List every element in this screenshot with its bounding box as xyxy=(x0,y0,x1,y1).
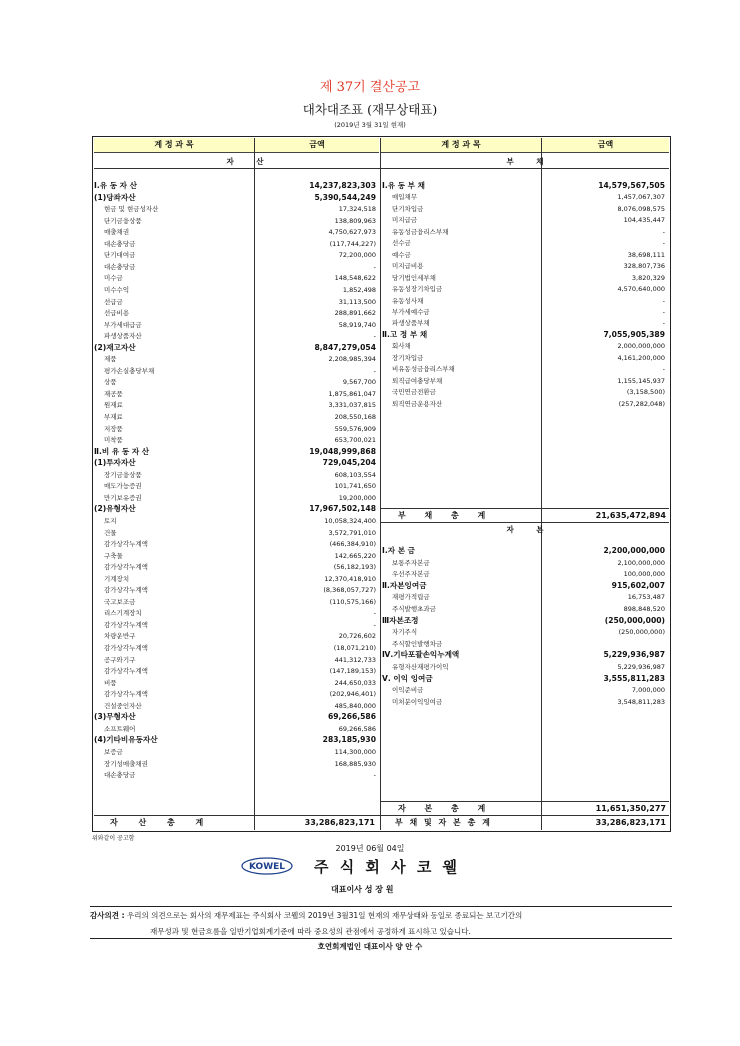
row-amount: 8,076,098,575 xyxy=(617,204,665,213)
row-amount: 1,457,067,307 xyxy=(617,193,665,202)
row-amount: - xyxy=(662,365,665,374)
company-name: 주 식 회 사 코 웰 xyxy=(314,858,461,876)
row-label: 부재료 xyxy=(104,413,123,421)
row-amount: - xyxy=(662,319,665,328)
row-label: 제품 xyxy=(104,355,117,364)
row-label: 예수금 xyxy=(392,250,411,259)
row-label: 감가상각누계액 xyxy=(104,690,148,699)
section-rule xyxy=(94,168,669,169)
row-amount: 4,750,627,973 xyxy=(328,228,376,237)
row-amount: (8,368,057,727) xyxy=(323,586,376,595)
equity-total-amount: 11,651,350,277 xyxy=(595,804,666,813)
row-amount: 14,237,823,303 xyxy=(309,181,376,190)
row-amount: 5,229,936,987 xyxy=(617,663,665,671)
row-label: 유형자산재평가이익 xyxy=(392,663,449,671)
row-amount: 142,665,220 xyxy=(334,551,376,560)
row-label: 국민연금전환금 xyxy=(392,388,436,397)
row-label: 기계장치 xyxy=(104,574,130,583)
row-amount: (117,744,227) xyxy=(329,239,376,248)
row-label: Ⅰ.자 본 금 xyxy=(382,546,416,555)
row-label: 퇴직연금운용자산 xyxy=(392,399,443,408)
issue-date: 2019년 06월 04일 xyxy=(335,844,405,853)
row-label: 파생상품부채 xyxy=(392,319,430,328)
opinion-bottom-rule xyxy=(90,938,672,939)
row-amount: 4,161,200,000 xyxy=(617,353,665,362)
row-amount: 3,548,811,283 xyxy=(617,697,665,706)
col-header-account-left: 계 정 과 목 xyxy=(94,138,254,153)
row-amount: 58,919,740 xyxy=(338,320,376,329)
row-amount: (250,000,000) xyxy=(604,615,665,625)
statement-title: 대차대조표 (재무상태표) xyxy=(302,102,438,117)
row-amount: 72,200,000 xyxy=(338,251,376,260)
row-amount: (202,946,401) xyxy=(329,690,376,699)
row-label: 부가세예수금 xyxy=(392,307,430,316)
row-amount: 3,555,811,283 xyxy=(603,673,665,683)
row-amount: 31,113,500 xyxy=(338,297,376,306)
row-label: Ⅱ.자본잉여금 xyxy=(382,580,427,590)
liab-total-amount: 21,635,472,894 xyxy=(595,511,666,520)
row-amount: 16,753,487 xyxy=(627,593,665,602)
row-label: 감가상각누계액 xyxy=(104,620,148,629)
auditor-name: 호연회계법인 대표이사 양 안 수 xyxy=(317,942,423,951)
row-amount: 653,700,021 xyxy=(334,436,376,445)
row-label: (2)재고자산 xyxy=(94,342,136,352)
row-amount: 559,576,909 xyxy=(334,424,376,433)
row-label: 단기금융상품 xyxy=(104,216,142,225)
row-amount: 328,807,736 xyxy=(623,262,665,271)
audit-opinion-line1 xyxy=(90,910,522,921)
company-logo xyxy=(241,857,293,875)
row-label: 유동성금융리스부채 xyxy=(392,227,449,236)
row-label: Ⅲ자본조정 xyxy=(382,615,419,625)
row-label: 매입채무 xyxy=(392,193,418,202)
row-label: 감가상각누계액 xyxy=(104,667,148,676)
equity-total-label: 자 본 총 계 xyxy=(398,804,494,813)
row-label: 단기차입금 xyxy=(392,204,424,213)
row-amount: 485,840,000 xyxy=(334,701,376,710)
row-label: 대손충당금 xyxy=(104,239,136,248)
row-amount: 104,435,447 xyxy=(623,216,665,225)
row-label: 차량운반구 xyxy=(104,632,136,641)
row-amount: 5,229,936,987 xyxy=(603,650,665,660)
logo-text: KOWEL xyxy=(248,862,286,872)
announcement-title: 제 37기 결산공고 xyxy=(319,80,421,95)
row-amount: 1,875,861,047 xyxy=(328,389,376,398)
row-label: 미착품 xyxy=(104,436,123,445)
row-label: 국고보조금 xyxy=(104,597,136,606)
row-amount: 9,567,700 xyxy=(342,378,376,387)
equity-section-rule xyxy=(381,522,669,523)
row-label: 보증금 xyxy=(104,747,123,756)
row-amount: 7,055,905,389 xyxy=(603,329,665,339)
row-amount: (250,000,000) xyxy=(618,628,665,637)
row-label: 대손충당금 xyxy=(104,262,136,271)
row-amount: 3,572,791,010 xyxy=(328,528,376,537)
row-amount: - xyxy=(373,771,376,780)
assets-total-amount: 33,286,823,171 xyxy=(304,818,375,827)
row-label: 미지급금 xyxy=(392,216,418,225)
row-label: (1)당좌자산 xyxy=(94,192,136,202)
row-amount: (3,158,500) xyxy=(626,388,665,397)
row-label: 상품 xyxy=(104,378,117,387)
col-header-account-right: 계 정 과 목 xyxy=(381,138,541,153)
row-label: 장기성매출채권 xyxy=(104,759,148,768)
equity-total-rule xyxy=(381,801,669,802)
row-amount: 148,548,622 xyxy=(334,274,376,283)
row-amount: 3,820,329 xyxy=(631,273,665,282)
row-amount: - xyxy=(662,307,665,316)
row-amount: 69,266,586 xyxy=(338,724,376,733)
row-amount: - xyxy=(373,609,376,618)
section-liabilities: 부 채 xyxy=(506,157,554,166)
audit-opinion-line2: 재무성과 및 현금흐름을 일반기업회계기준에 따라 중요성의 관점에서 공정하게 표시하고 있습니다. xyxy=(150,927,471,936)
row-label: Ⅰ.유 동 부 채 xyxy=(382,181,425,190)
row-label: 미지급비용 xyxy=(392,262,424,271)
liab-total-rule xyxy=(381,508,669,509)
row-amount: 114,300,000 xyxy=(334,747,376,756)
row-label: 선급비용 xyxy=(104,309,130,318)
row-amount: 100,000,000 xyxy=(623,570,665,579)
row-label: 선급금 xyxy=(104,297,123,306)
row-amount: 10,058,324,400 xyxy=(324,516,376,525)
row-label: (1)투자자산 xyxy=(94,458,136,468)
row-label: 감가상각누계액 xyxy=(104,563,148,572)
row-label: 미처분이익잉여금 xyxy=(392,697,443,706)
row-amount: - xyxy=(662,227,665,236)
row-label: 유동성사채 xyxy=(392,296,424,305)
row-label: 비유동성금융리스부채 xyxy=(392,365,455,374)
row-amount: (147,189,153) xyxy=(329,667,376,676)
row-amount: 17,967,502,148 xyxy=(309,504,376,514)
row-amount: - xyxy=(373,262,376,271)
grand-total-rule xyxy=(94,815,669,816)
row-label: 단기대여금 xyxy=(104,251,136,260)
row-amount: - xyxy=(373,366,376,375)
row-amount: 8,847,279,054 xyxy=(314,342,376,352)
row-label: (4)기타비유동자산 xyxy=(94,735,158,745)
audit-opinion-label: 감사의견 : xyxy=(90,911,125,920)
row-label: 파생상품자산 xyxy=(104,332,142,341)
section-assets: 자 산 xyxy=(226,157,274,166)
row-amount: 244,650,033 xyxy=(334,678,376,687)
statement-date: (2019년 3월 31일 현재) xyxy=(334,121,406,129)
row-label: 매도가능증권 xyxy=(104,482,142,491)
row-label: 구축물 xyxy=(104,551,123,560)
row-label: Ⅰ.유 동 자 산 xyxy=(94,181,137,190)
row-label: 유동성장기차입금 xyxy=(392,285,443,294)
row-amount: 19,200,000 xyxy=(338,493,376,502)
row-label: 보통주자본금 xyxy=(392,558,430,567)
row-amount: 288,891,662 xyxy=(334,309,376,318)
row-amount: 17,324,518 xyxy=(338,205,376,214)
row-label: 이익준비금 xyxy=(392,686,424,695)
row-label: 평가손실충당부채 xyxy=(104,366,155,375)
row-amount: 4,570,640,000 xyxy=(617,285,665,294)
row-amount: 2,100,000,000 xyxy=(617,558,665,567)
row-amount: 2,200,000,000 xyxy=(603,546,665,555)
row-label: 재공품 xyxy=(104,389,123,398)
assets-total-label: 자 산 총 계 xyxy=(110,818,213,827)
row-amount: 3,331,037,815 xyxy=(328,401,376,410)
row-label: (3)무형자산 xyxy=(94,712,136,722)
row-amount: 2,000,000,000 xyxy=(617,342,665,351)
liab-total-label: 부 채 총 계 xyxy=(398,511,494,520)
row-label: 감가상각누계액 xyxy=(104,586,148,595)
row-label: 비품 xyxy=(104,678,117,687)
row-label: 만기보유증권 xyxy=(104,493,142,502)
row-amount: - xyxy=(373,332,376,341)
row-amount: 19,048,999,868 xyxy=(309,446,376,456)
row-amount: (466,384,910) xyxy=(329,540,376,549)
row-amount: 915,602,007 xyxy=(611,580,665,590)
row-amount: 69,266,586 xyxy=(327,712,376,722)
row-label: 리스기계장치 xyxy=(104,609,142,618)
row-amount: 898,848,520 xyxy=(623,605,665,613)
row-label: 감가상각누계액 xyxy=(104,540,148,549)
row-amount: 283,185,930 xyxy=(322,735,376,745)
row-label: 주식할인발행차금 xyxy=(392,639,443,648)
row-label: Ⅱ.고 정 부 채 xyxy=(382,329,428,339)
row-amount: 101,741,650 xyxy=(334,482,376,491)
row-amount: (18,071,210) xyxy=(333,644,376,652)
row-amount: 7,000,000 xyxy=(631,686,665,695)
section-equity: 자 본 xyxy=(506,525,554,534)
ceo-name: 대표이사 성 장 원 xyxy=(331,885,394,894)
row-label: 건물 xyxy=(104,528,117,537)
row-label: 원재료 xyxy=(104,401,123,410)
row-amount: - xyxy=(373,620,376,629)
row-label: 대손충당금 xyxy=(104,771,136,780)
row-amount: 1,155,145,937 xyxy=(617,376,665,385)
row-label: 현금 및 현금성자산 xyxy=(104,205,159,214)
row-label: Ⅱ.비 유 동 자 산 xyxy=(94,446,150,456)
row-label: (2)유형자산 xyxy=(94,504,136,514)
row-amount: 729,045,204 xyxy=(322,458,376,468)
row-amount: 608,103,554 xyxy=(334,470,376,479)
row-label: 매출채권 xyxy=(104,228,130,237)
row-label: 건설중인자산 xyxy=(104,701,142,710)
row-amount: (257,282,048) xyxy=(618,399,665,408)
row-amount: 14,579,567,505 xyxy=(598,181,665,190)
row-amount: 168,885,930 xyxy=(334,759,376,768)
row-amount: 441,312,733 xyxy=(334,655,376,664)
row-label: 장기차입금 xyxy=(392,353,424,362)
liab-equity-total-label: 부 채 및 자 본 총 계 xyxy=(395,818,492,827)
col-header-amount-right: 금액 xyxy=(542,138,669,153)
col-header-amount-left: 금액 xyxy=(255,138,379,153)
row-label: 토지 xyxy=(104,516,117,525)
row-amount: 5,390,544,249 xyxy=(314,192,376,202)
row-label: 회사채 xyxy=(392,342,411,351)
row-label: 주식발행초과금 xyxy=(392,605,436,613)
row-amount: 38,698,111 xyxy=(627,250,665,259)
row-label: 공구와기구 xyxy=(104,655,136,664)
row-label: 소프트웨어 xyxy=(104,724,136,733)
row-amount: 2,208,985,394 xyxy=(328,355,376,364)
row-label: Ⅳ.기타포괄손익누계액 xyxy=(382,650,460,660)
row-label: 저장품 xyxy=(104,424,123,433)
announcement-note: 위와같이 공고함 xyxy=(92,835,135,842)
row-label: Ⅴ. 이익 잉여금 xyxy=(382,673,433,683)
row-label: 미수수익 xyxy=(104,285,130,294)
row-amount: 208,550,168 xyxy=(334,413,376,421)
row-amount: 138,809,963 xyxy=(334,216,376,225)
row-amount: 20,726,602 xyxy=(338,632,376,641)
row-amount: 1,852,498 xyxy=(342,285,376,294)
row-amount: (56,182,193) xyxy=(333,563,376,572)
liab-equity-total-amount: 33,286,823,171 xyxy=(595,818,666,827)
audit-opinion-text1: 우리의 의견으로는 회사의 재무제표는 주식회사 코웰의 2019년 3월31일 현재의 재무상태와 동일로 종료되는 보고기간의 xyxy=(126,911,523,920)
row-amount: 12,370,418,910 xyxy=(324,574,376,583)
row-label: 자기주식 xyxy=(392,628,418,637)
row-label: 선수금 xyxy=(392,239,411,248)
opinion-top-rule xyxy=(90,906,672,907)
row-label: 퇴직급여충당부채 xyxy=(392,376,443,385)
row-amount: - xyxy=(662,296,665,305)
row-label: 감가상각누계액 xyxy=(104,644,148,652)
row-label: 우선주자본금 xyxy=(392,570,430,579)
row-label: 재평가적립금 xyxy=(392,593,430,602)
divider-center xyxy=(380,138,381,830)
row-label: 부가세대급금 xyxy=(104,320,142,329)
row-label: 당기법인세부채 xyxy=(392,273,436,282)
row-label: 미수금 xyxy=(104,274,123,283)
row-label: 장기금융상품 xyxy=(104,470,142,479)
row-amount: (110,575,166) xyxy=(329,597,376,606)
row-amount: - xyxy=(662,239,665,248)
